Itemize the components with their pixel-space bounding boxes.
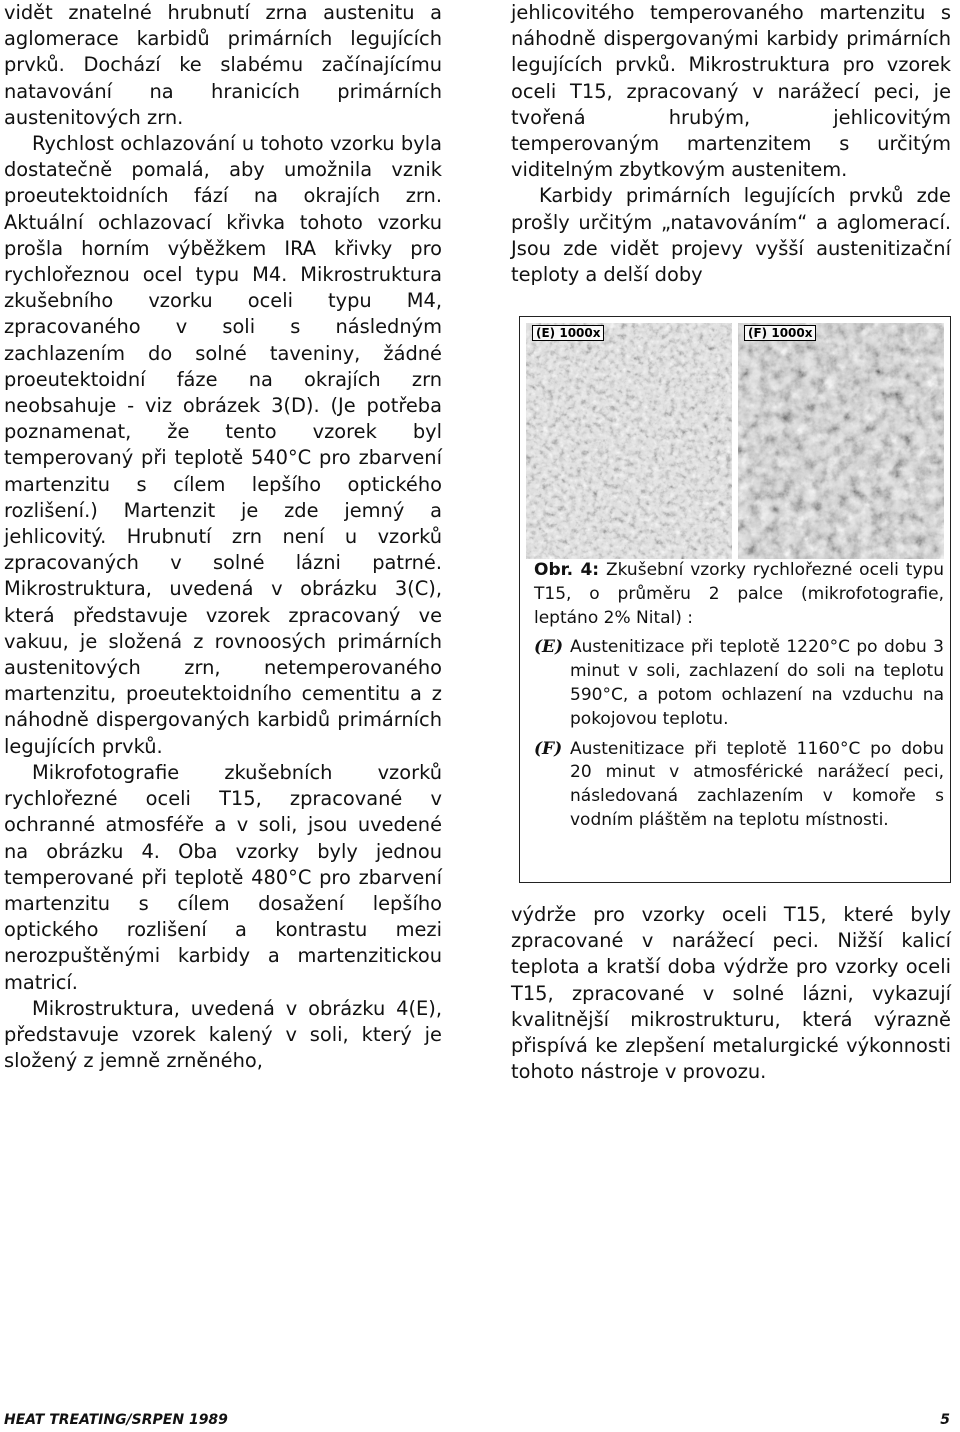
caption-item-text: Austenitizace při teplotě 1160°C po dobu 20 minut v atmosférické narážecí peci, následovaná zachlazením v komoře s vodním pláštěm na teplotu místnosti.	[570, 738, 944, 830]
caption-text: Zkušební vzorky rychlořezné oceli typu T15, o průměru 2 palce (mikrofotografie, leptáno 2% Nital) :	[534, 560, 945, 628]
micrograph-e-texture	[526, 323, 732, 559]
caption-item-text: Austenitizace při teplotě 1220°C po dobu 3 minut v soli, zachlazení do soli na teplotu 590°C, a potom ochlazení na vzduchu na pokojovou teplotu.	[570, 637, 944, 729]
caption-item-e	[534, 636, 944, 731]
micrograph-f-label: (F) 1000x	[744, 325, 816, 341]
paragraph: jehlicovitého temperovaného martenzitu s náhodně dispergovanými karbidy primárních legujících prvků. Mikrostruktura pro vzorek oceli T15, zpracovaný v narážecí peci, je tvořená hrubým, jehlicovitým temperovaným martenzitem s určitým viditelným zbytkovým austenitem.	[511, 1, 951, 182]
paragraph: Mikrofotografie zkušebních vzorků rychlořezné oceli T15, zpracované v ochranné atmosféře a v soli, jsou uvedené na obrázku 4. Oba vzorky byly jednou temperované při teplotě 480°C pro zbarvení martenzitu s cílem dosažení lepšího optického rozlišení a kontrastu mezi nerozpuštěnými karbidy a martenzitickou matricí.	[4, 760, 442, 994]
micrograph-pair	[526, 323, 944, 559]
micrograph-e-image	[526, 323, 732, 559]
page-footer	[4, 1412, 950, 1432]
paragraph: Rychlost ochlazování u tohoto vzorku byla dostatečně pomalá, aby umožnila vznik proeutektoidních fází na okrajích zrn. Aktuální ochlazovací křivka tohoto vzorku prošla horním výběžkem IRA křivky pro rychlořeznou ocel typu M4. Mikrostruktura zkušebního vzorku oceli typu M4, zpracovaného v soli s následným zachlazením do solné taveniny, žádné proeutektoidní fáze na okrajích zrn neobsahuje - viz obrázek 3(D). (Je potřeba poznamenat, že tento vzorek byl temperovaný při teplotě 540°C pro zbarvení martenzitu s cílem lepšího optického rozlišení.) Martenzit je zde jemný a jehlicovitý. Hrubnutí zrn není u vzorků zpracovaných v solné lázni patrné. Mikrostruktura, uvedená v obrázku 3(C), která představuje vzorek zpracovaný ve vakuu, je složená z rovnoosých primárních austenitových zrn, netemperovaného martenzitu, proeutektoidního cementitu a z náhodně dispergovaných karbidů primárních legujících prvků.	[4, 132, 442, 758]
caption-title	[534, 559, 944, 630]
caption-label: Obr. 4:	[534, 560, 600, 580]
paragraph: výdrže pro vzorky oceli T15, které byly zpracované v narážecí peci. Nižší kalicí teplota a kratší doba výdrže pro vzorky oceli T15, zpracované v solné lázni, vykazují kvalitnější mikrostrukturu, která výrazně přispívá ke zlepšení metalurgické výkonnosti tohoto nástroje v provozu.	[511, 903, 951, 1084]
right-column-bottom	[511, 902, 951, 1085]
figure-caption	[534, 559, 944, 833]
micrograph-e-label: (E) 1000x	[532, 325, 604, 341]
paragraph: Karbidy primárních legujících prvků zde prošly určitým „natavováním“ a aglomerací. Jsou zde vidět projevy vyšší austenitizační teploty a delší doby	[511, 184, 951, 287]
left-column	[4, 0, 442, 1074]
micrograph-f-image	[738, 323, 944, 559]
right-column-top	[511, 0, 951, 288]
caption-item-key: (E)	[534, 637, 564, 658]
paragraph: vidět znatelné hrubnutí zrna austenitu a aglomerace karbidů primárních legujících prvků. Dochází ke slabému začínajícímu natavování na hranicích primárních austenitových zrn.	[4, 1, 442, 129]
journal-name: HEAT TREATING/SRPEN 1989	[4, 1412, 228, 1428]
micrograph-f-texture	[738, 323, 944, 559]
figure-4	[519, 316, 951, 883]
caption-item-key: (F)	[534, 738, 563, 759]
paragraph: Mikrostruktura, uvedená v obrázku 4(E), představuje vzorek kalený v soli, který je složený z jemně zrněného,	[4, 996, 442, 1073]
page-number: 5	[940, 1412, 950, 1428]
caption-item-f	[534, 738, 944, 833]
